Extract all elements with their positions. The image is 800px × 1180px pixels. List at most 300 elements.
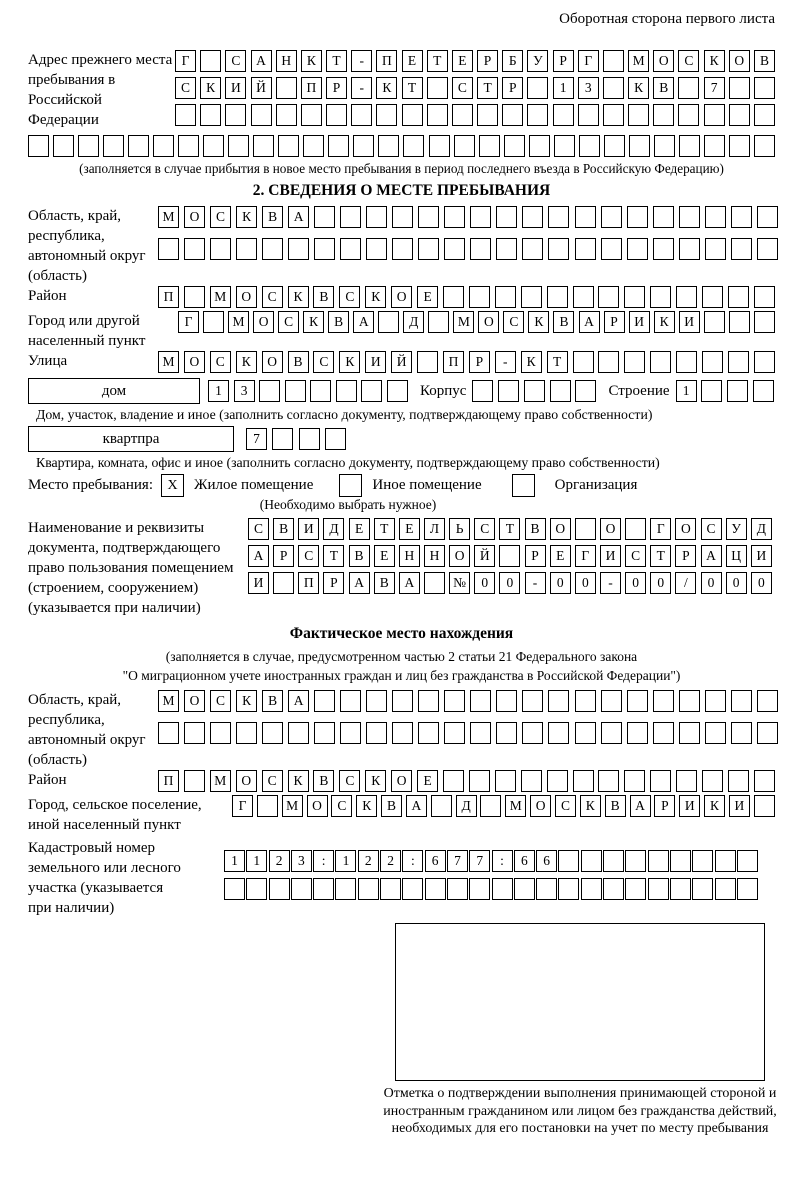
char-cell: [731, 238, 752, 260]
char-cell: [314, 238, 335, 260]
char-cell: [328, 135, 349, 157]
char-cell: [679, 135, 700, 157]
house-number-cells: [208, 380, 408, 402]
char-cell: [625, 878, 646, 900]
char-cell: [731, 206, 752, 228]
char-cell: О: [391, 286, 412, 308]
region2-row-1: [158, 690, 778, 712]
char-cell: [184, 722, 205, 744]
apartment-cells: [246, 428, 346, 450]
stay-type-note: (Необходимо выбрать нужное): [259, 497, 437, 512]
char-cell: 1: [553, 77, 574, 99]
char-cell: [547, 286, 568, 308]
char-cell: Е: [417, 770, 438, 792]
char-cell: О: [184, 351, 205, 373]
char-cell: [418, 722, 439, 744]
char-cell: [314, 722, 335, 744]
char-cell: [704, 311, 725, 333]
char-cell: [704, 104, 725, 126]
char-cell: С: [331, 795, 352, 817]
char-cell: [676, 770, 697, 792]
char-cell: Г: [175, 50, 196, 72]
char-cell: [228, 135, 249, 157]
char-cell: [402, 104, 423, 126]
char-cell: О: [236, 286, 257, 308]
char-cell: [729, 311, 750, 333]
char-cell: [303, 135, 324, 157]
char-cell: [650, 770, 671, 792]
char-cell: [728, 351, 749, 373]
char-cell: Р: [604, 311, 625, 333]
char-cell: 7: [246, 428, 267, 450]
char-cell: [729, 135, 750, 157]
char-cell: О: [653, 50, 674, 72]
char-cell: [650, 286, 671, 308]
char-cell: М: [628, 50, 649, 72]
street-block: [28, 351, 775, 373]
char-cell: [654, 135, 675, 157]
char-cell: 3: [578, 77, 599, 99]
char-cell: К: [521, 351, 542, 373]
option-other-premises-label: Иное помещение: [372, 477, 482, 493]
char-cell: [601, 238, 622, 260]
char-cell: [78, 135, 99, 157]
char-cell: [679, 206, 700, 228]
char-cell: [203, 311, 224, 333]
char-cell: [692, 850, 713, 872]
char-cell: [392, 238, 413, 260]
char-cell: А: [288, 206, 309, 228]
char-cell: [573, 351, 594, 373]
char-cell: В: [754, 50, 775, 72]
region2-row-2: [158, 722, 778, 744]
char-cell: [604, 135, 625, 157]
char-cell: [575, 380, 596, 402]
char-cell: 2: [269, 850, 290, 872]
char-cell: [598, 286, 619, 308]
stay-type-block: [28, 474, 775, 497]
char-cell: М: [282, 795, 303, 817]
char-cell: Б: [502, 50, 523, 72]
char-cell: Д: [403, 311, 424, 333]
char-cell: [278, 135, 299, 157]
char-cell: С: [278, 311, 299, 333]
char-cell: Т: [374, 518, 395, 540]
char-cell: [575, 518, 596, 540]
char-cell: И: [298, 518, 319, 540]
char-cell: Е: [550, 545, 571, 567]
char-cell: [358, 878, 379, 900]
char-cell: 7: [447, 850, 468, 872]
char-cell: Г: [575, 545, 596, 567]
char-cell: Т: [650, 545, 671, 567]
house-block: [28, 378, 775, 404]
char-cell: В: [288, 351, 309, 373]
char-cell: Р: [675, 545, 696, 567]
char-cell: А: [349, 572, 370, 594]
char-cell: К: [580, 795, 601, 817]
korpus-cells: [472, 380, 596, 402]
char-cell: О: [262, 351, 283, 373]
char-cell: [403, 135, 424, 157]
char-cell: :: [402, 850, 423, 872]
char-cell: [427, 77, 448, 99]
char-cell: [504, 135, 525, 157]
char-cell: :: [492, 850, 513, 872]
char-cell: [731, 722, 752, 744]
char-cell: [679, 722, 700, 744]
char-cell: [431, 795, 452, 817]
char-cell: К: [236, 206, 257, 228]
char-cell: В: [653, 77, 674, 99]
char-cell: Г: [578, 50, 599, 72]
char-cell: [496, 238, 517, 260]
stay-type-label: Место пребывания:: [28, 477, 153, 493]
char-cell: [692, 878, 713, 900]
char-cell: [470, 238, 491, 260]
prev-address-rows: [175, 50, 775, 126]
char-cell: 6: [514, 850, 535, 872]
char-cell: [479, 135, 500, 157]
char-cell: [472, 380, 493, 402]
char-cell: 1: [335, 850, 356, 872]
char-cell: [548, 206, 569, 228]
char-cell: 0: [575, 572, 596, 594]
char-cell: [601, 722, 622, 744]
char-cell: К: [704, 50, 725, 72]
char-cell: [522, 690, 543, 712]
char-cell: [366, 690, 387, 712]
char-cell: П: [443, 351, 464, 373]
district-block: [28, 286, 775, 308]
char-cell: [28, 135, 49, 157]
char-cell: 6: [536, 850, 557, 872]
char-cell: Д: [751, 518, 772, 540]
char-cell: С: [225, 50, 246, 72]
char-cell: В: [328, 311, 349, 333]
char-cell: [522, 206, 543, 228]
stroenie-label: Строение: [608, 382, 670, 399]
district2-row: [158, 770, 775, 792]
char-cell: [276, 104, 297, 126]
char-cell: [598, 351, 619, 373]
char-cell: Е: [374, 545, 395, 567]
char-cell: [496, 722, 517, 744]
char-cell: Т: [402, 77, 423, 99]
char-cell: [701, 380, 722, 402]
char-cell: О: [550, 518, 571, 540]
char-cell: И: [600, 545, 621, 567]
char-cell: О: [729, 50, 750, 72]
char-cell: Р: [323, 572, 344, 594]
char-cell: К: [301, 50, 322, 72]
char-cell: С: [678, 50, 699, 72]
char-cell: [178, 135, 199, 157]
char-cell: [522, 238, 543, 260]
char-cell: [158, 722, 179, 744]
char-cell: [715, 850, 736, 872]
char-cell: В: [605, 795, 626, 817]
char-cell: [625, 518, 646, 540]
char-cell: [729, 104, 750, 126]
char-cell: [272, 428, 293, 450]
district2-label: Район: [28, 772, 67, 788]
char-cell: Н: [424, 545, 445, 567]
char-cell: К: [339, 351, 360, 373]
char-cell: /: [675, 572, 696, 594]
char-cell: В: [262, 690, 283, 712]
char-cell: [246, 878, 267, 900]
region2-rows: [158, 690, 778, 744]
char-cell: [200, 104, 221, 126]
char-cell: [251, 104, 272, 126]
cadastral-row-1: [224, 850, 758, 872]
char-cell: Г: [650, 518, 671, 540]
char-cell: [366, 206, 387, 228]
prev-address-row-3: [175, 104, 775, 126]
char-cell: К: [236, 351, 257, 373]
char-cell: [499, 545, 520, 567]
char-cell: К: [365, 770, 386, 792]
char-cell: [575, 206, 596, 228]
char-cell: [425, 878, 446, 900]
region2-label: Область, край, республика, автономный округ (область): [28, 692, 146, 768]
char-cell: [731, 690, 752, 712]
char-cell: И: [679, 795, 700, 817]
char-cell: [728, 770, 749, 792]
char-cell: [392, 206, 413, 228]
char-cell: И: [225, 77, 246, 99]
apartment-note: Квартира, комната, офис и иное (заполнить согласно документу, подтверждающему право собственности): [36, 455, 660, 470]
char-cell: [603, 77, 624, 99]
char-cell: [498, 380, 519, 402]
region-label: Область, край, республика, автономный округ (область): [28, 208, 146, 284]
char-cell: [627, 238, 648, 260]
char-cell: [470, 206, 491, 228]
char-cell: [469, 878, 490, 900]
char-cell: [492, 878, 513, 900]
char-cell: О: [236, 770, 257, 792]
char-cell: [496, 690, 517, 712]
char-cell: [444, 206, 465, 228]
char-cell: П: [158, 286, 179, 308]
char-cell: А: [399, 572, 420, 594]
char-cell: 0: [701, 572, 722, 594]
char-cell: [444, 238, 465, 260]
char-cell: И: [729, 795, 750, 817]
char-cell: Р: [477, 50, 498, 72]
char-cell: О: [675, 518, 696, 540]
char-cell: П: [298, 572, 319, 594]
char-cell: [502, 104, 523, 126]
char-cell: [653, 206, 674, 228]
char-cell: В: [313, 286, 334, 308]
char-cell: С: [452, 77, 473, 99]
char-cell: [184, 238, 205, 260]
char-cell: [729, 77, 750, 99]
char-cell: -: [495, 351, 516, 373]
char-cell: В: [381, 795, 402, 817]
char-cell: [392, 722, 413, 744]
char-cell: А: [579, 311, 600, 333]
char-cell: [522, 722, 543, 744]
char-cell: С: [175, 77, 196, 99]
char-cell: [361, 380, 382, 402]
region-row-1: [158, 206, 778, 228]
char-cell: [376, 104, 397, 126]
char-cell: К: [303, 311, 324, 333]
char-cell: [628, 104, 649, 126]
char-cell: [598, 770, 619, 792]
char-cell: В: [525, 518, 546, 540]
char-cell: С: [210, 206, 231, 228]
prev-address-block: [28, 50, 775, 130]
char-cell: №: [449, 572, 470, 594]
char-cell: [236, 238, 257, 260]
char-cell: [754, 77, 775, 99]
char-cell: Е: [399, 518, 420, 540]
char-cell: [548, 690, 569, 712]
document-row-1: [248, 518, 772, 540]
cadastral-block: [28, 838, 775, 918]
char-cell: [299, 428, 320, 450]
char-cell: Р: [273, 545, 294, 567]
char-cell: [579, 135, 600, 157]
char-cell: [650, 351, 671, 373]
char-cell: К: [236, 690, 257, 712]
char-cell: Й: [474, 545, 495, 567]
char-cell: В: [553, 311, 574, 333]
char-cell: [521, 770, 542, 792]
char-cell: Т: [427, 50, 448, 72]
option-residential-label: Жилое помещение: [194, 477, 314, 493]
prev-address-row-4: [28, 135, 775, 157]
char-cell: [678, 77, 699, 99]
char-cell: [754, 104, 775, 126]
char-cell: [653, 722, 674, 744]
prev-address-note: (заполняется в случае прибытия в новое место пребывания в период последнего въезда в Российскую Федерацию): [79, 161, 724, 176]
char-cell: [301, 104, 322, 126]
char-cell: К: [528, 311, 549, 333]
char-cell: 7: [704, 77, 725, 99]
char-cell: [737, 878, 758, 900]
char-cell: [158, 238, 179, 260]
char-cell: Д: [456, 795, 477, 817]
cadastral-label: Кадастровый номер земельного или лесного участка (указывается при наличии): [28, 840, 181, 916]
char-cell: [291, 878, 312, 900]
char-cell: [627, 206, 648, 228]
char-cell: Р: [553, 50, 574, 72]
char-cell: Й: [391, 351, 412, 373]
char-cell: [366, 722, 387, 744]
checkbox-other-premises: [339, 474, 362, 497]
char-cell: -: [351, 50, 372, 72]
char-cell: [728, 286, 749, 308]
apartment-type-box: квартпра: [28, 426, 234, 452]
char-cell: -: [600, 572, 621, 594]
char-cell: И: [679, 311, 700, 333]
char-cell: Р: [502, 77, 523, 99]
char-cell: 1: [676, 380, 697, 402]
char-cell: М: [505, 795, 526, 817]
char-cell: [521, 286, 542, 308]
char-cell: У: [726, 518, 747, 540]
char-cell: Н: [276, 50, 297, 72]
house-note: Дом, участок, владение и иное (заполнить согласно документу, подтверждающему право собственности): [36, 407, 653, 422]
char-cell: А: [288, 690, 309, 712]
house-type-box: дом: [28, 378, 200, 404]
char-cell: О: [253, 311, 274, 333]
char-cell: [757, 690, 778, 712]
char-cell: [715, 878, 736, 900]
char-cell: [326, 104, 347, 126]
city-row: [178, 311, 775, 333]
char-cell: Л: [424, 518, 445, 540]
char-cell: [603, 50, 624, 72]
apartment-block: [28, 426, 775, 452]
char-cell: М: [158, 690, 179, 712]
char-cell: [269, 878, 290, 900]
char-cell: [603, 850, 624, 872]
char-cell: О: [391, 770, 412, 792]
char-cell: А: [353, 311, 374, 333]
char-cell: [128, 135, 149, 157]
char-cell: [443, 286, 464, 308]
char-cell: К: [654, 311, 675, 333]
char-cell: [601, 206, 622, 228]
char-cell: [754, 311, 775, 333]
char-cell: С: [298, 545, 319, 567]
char-cell: Р: [525, 545, 546, 567]
char-cell: Е: [349, 518, 370, 540]
char-cell: М: [453, 311, 474, 333]
char-cell: О: [530, 795, 551, 817]
char-cell: [553, 104, 574, 126]
char-cell: Т: [547, 351, 568, 373]
char-cell: [573, 286, 594, 308]
char-cell: Т: [326, 50, 347, 72]
actual-location-note-1: (заполняется в случае, предусмотренном частью 2 статьи 21 Федерального закона: [165, 649, 638, 664]
char-cell: О: [184, 206, 205, 228]
cadastral-row-2: [224, 878, 758, 900]
char-cell: [469, 770, 490, 792]
char-cell: Т: [323, 545, 344, 567]
checkbox-residential: X: [161, 474, 184, 497]
char-cell: Р: [326, 77, 347, 99]
char-cell: М: [228, 311, 249, 333]
char-cell: [754, 351, 775, 373]
char-cell: [757, 722, 778, 744]
checkbox-organization: [512, 474, 535, 497]
char-cell: 0: [726, 572, 747, 594]
char-cell: Ь: [449, 518, 470, 540]
char-cell: [670, 878, 691, 900]
char-cell: [670, 850, 691, 872]
char-cell: И: [365, 351, 386, 373]
street-label: Улица: [28, 353, 68, 369]
char-cell: [524, 380, 545, 402]
char-cell: [676, 351, 697, 373]
prev-address-row-2: [175, 77, 775, 99]
char-cell: [603, 104, 624, 126]
city2-row: [232, 795, 775, 817]
char-cell: [336, 380, 357, 402]
char-cell: [418, 206, 439, 228]
char-cell: [153, 135, 174, 157]
city2-block: [28, 795, 775, 835]
char-cell: [737, 850, 758, 872]
char-cell: К: [704, 795, 725, 817]
